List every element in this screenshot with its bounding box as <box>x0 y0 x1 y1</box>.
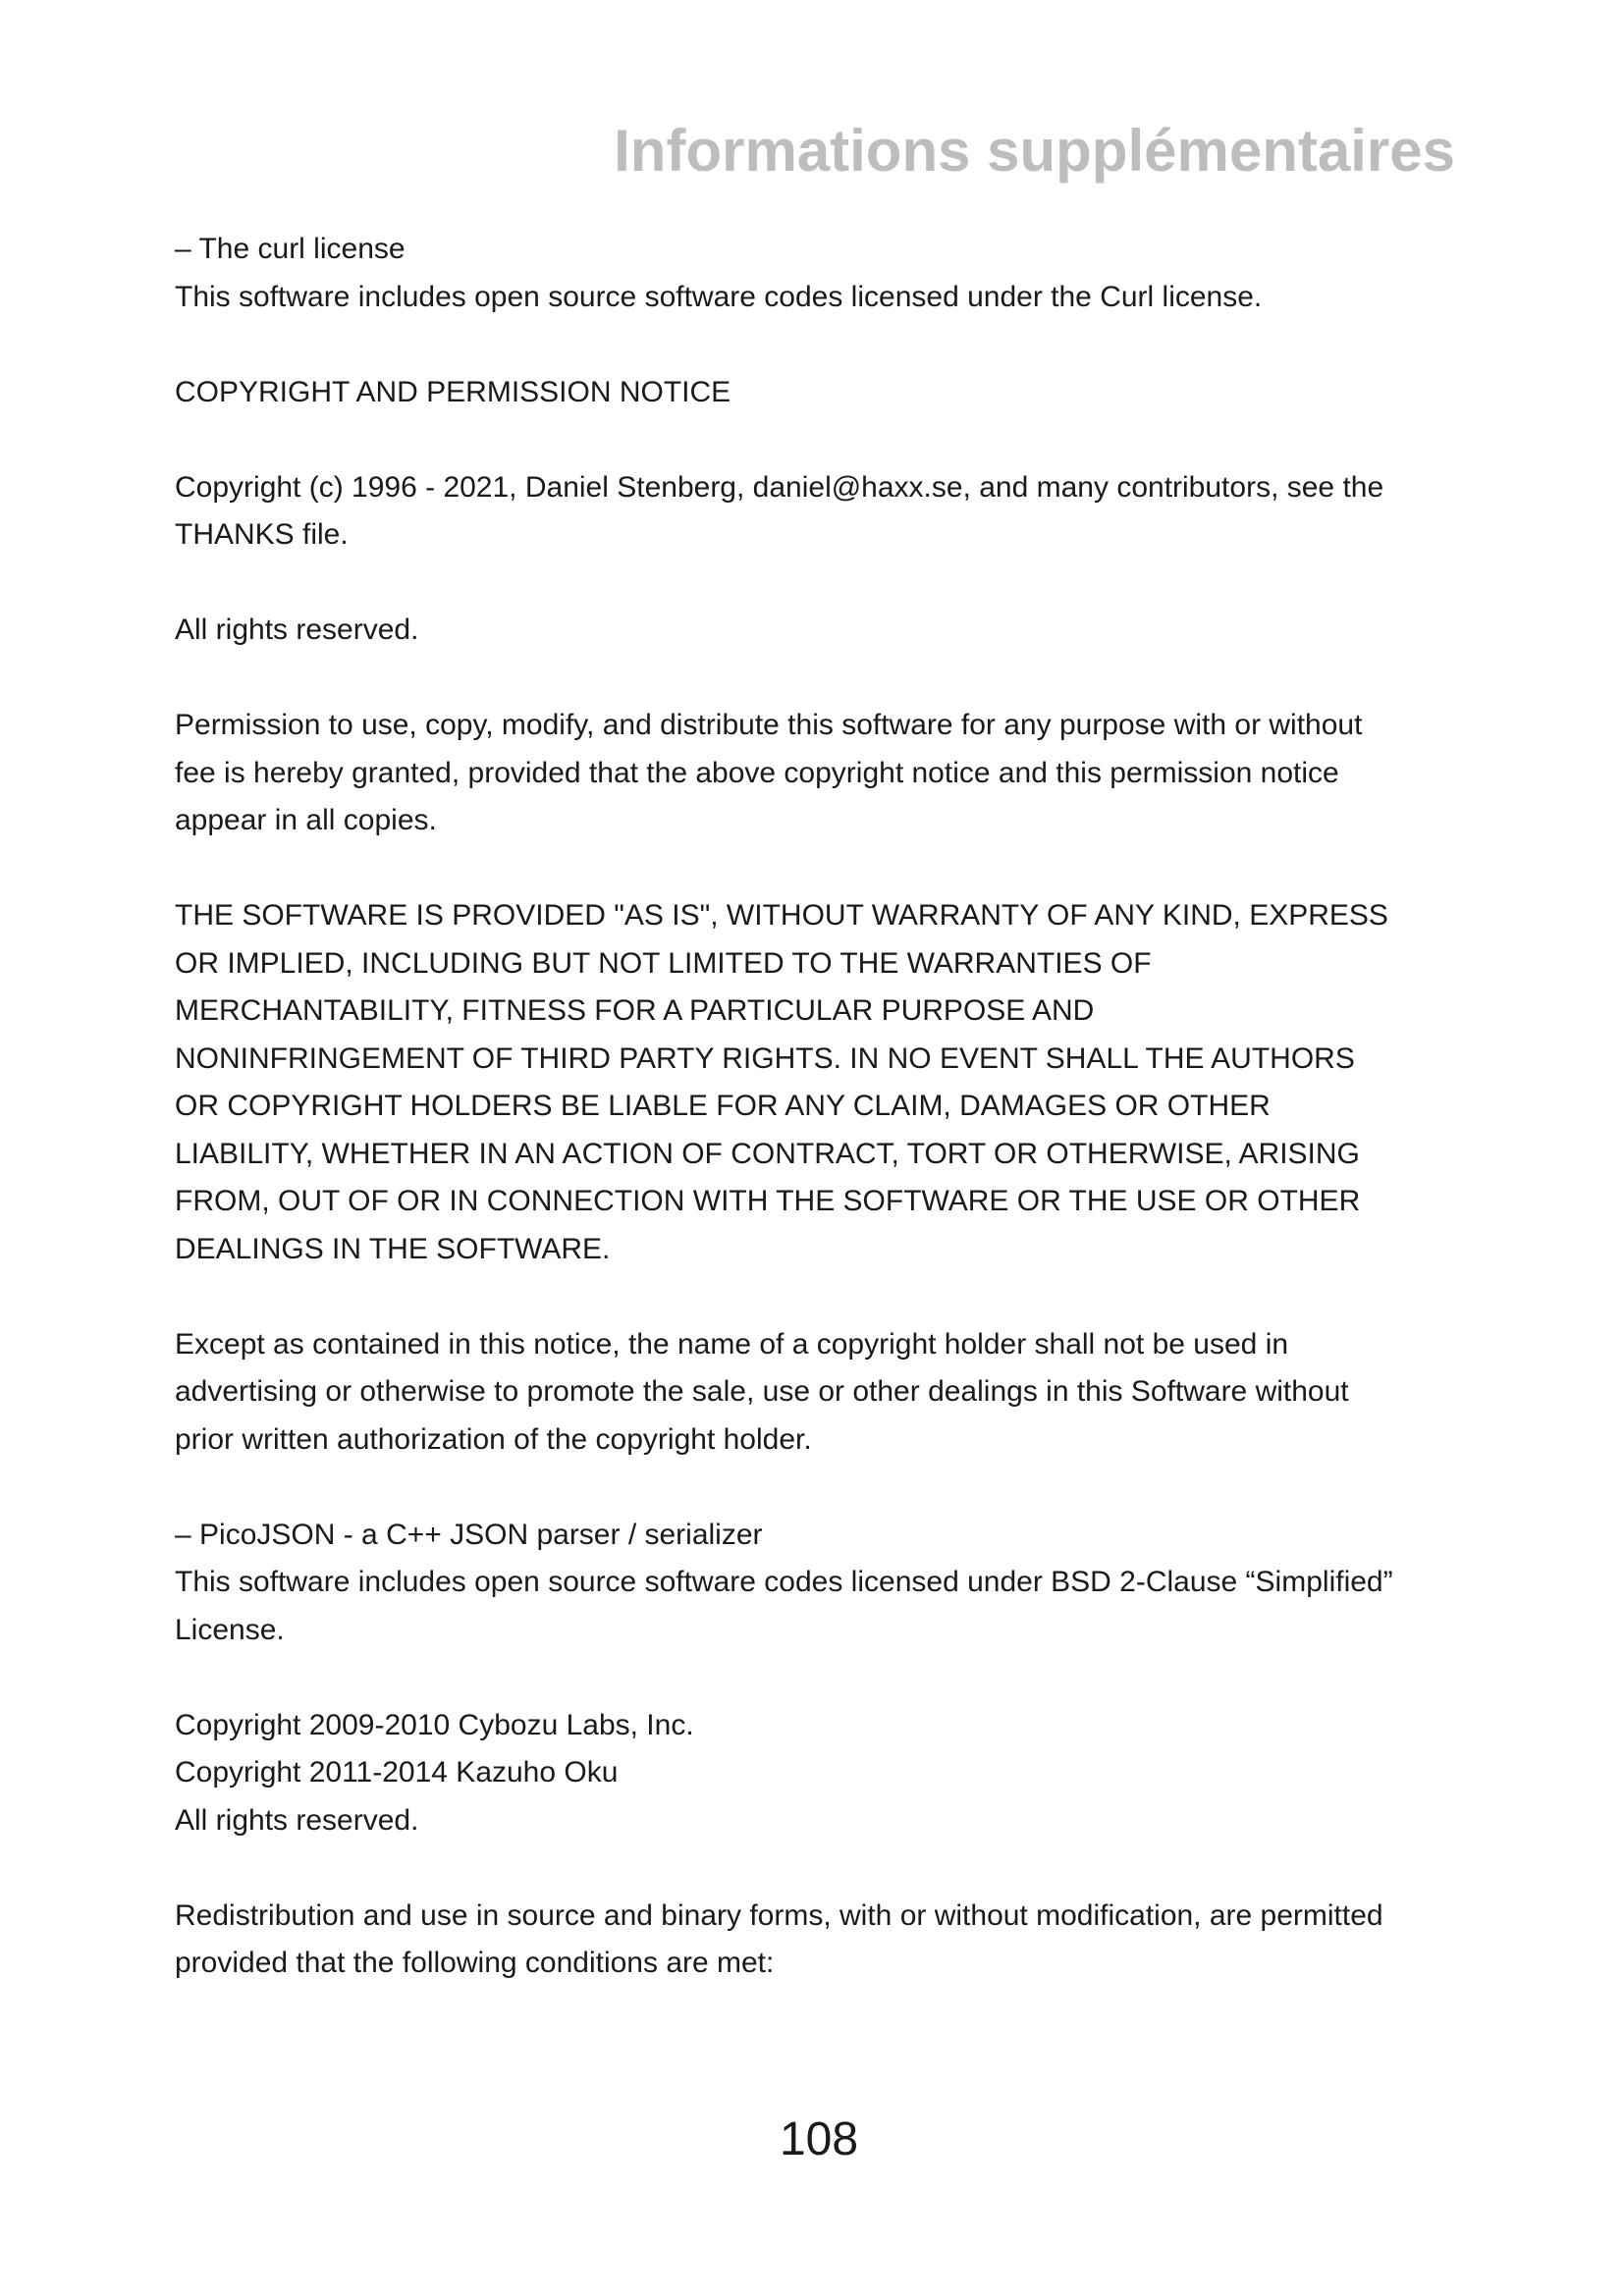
except-line: prior written authorization of the copyright holder. <box>175 1422 812 1456</box>
paragraph-gap <box>175 1844 1481 1893</box>
redistribution-line: provided that the following conditions are met: <box>175 1947 775 1979</box>
curl-rights-reserved: All rights reserved. <box>175 614 419 646</box>
picojson-license-heading: – PicoJSON - a C++ JSON parser / serializer <box>175 1518 763 1551</box>
paragraph-gap <box>175 321 1481 369</box>
picojson-license-intro: License. <box>175 1613 285 1646</box>
redistribution-line: Redistribution and use in source and binary forms, with or without modification, are permitted <box>175 1898 1383 1932</box>
warranty-line: THE SOFTWARE IS PROVIDED "AS IS", WITHOUT WARRANTY OF ANY KIND, EXPRESS <box>175 899 1388 932</box>
curl-license-heading: – The curl license <box>175 233 406 265</box>
except-line: Except as contained in this notice, the name of a copyright holder shall not be used in <box>175 1327 1289 1361</box>
paragraph-gap <box>175 845 1481 893</box>
except-line: advertising or otherwise to promote the sale, use or other dealings in this Software without <box>175 1375 1349 1408</box>
curl-license-intro: This software includes open source software codes licensed under the Curl license. <box>175 280 1263 313</box>
paragraph-gap <box>175 1654 1481 1702</box>
warranty-line: MERCHANTABILITY, FITNESS FOR A PARTICULAR PURPOSE AND <box>175 994 1095 1027</box>
permission-line: Permission to use, copy, modify, and distribute this software for any purpose with or without <box>175 709 1363 741</box>
warranty-line: OR COPYRIGHT HOLDERS BE LIABLE FOR ANY CLAIM, DAMAGES OR OTHER <box>175 1090 1271 1122</box>
curl-copyright-line: Copyright (c) 1996 - 2021, Daniel Stenberg, daniel@haxx.se, and many contributors, see the <box>175 470 1384 504</box>
warranty-line: NONINFRINGEMENT OF THIRD PARTY RIGHTS. IN NO EVENT SHALL THE AUTHORS <box>175 1041 1355 1075</box>
warranty-line: FROM, OUT OF OR IN CONNECTION WITH THE SOFTWARE OR THE USE OR OTHER <box>175 1185 1361 1217</box>
page-number: 108 <box>779 2113 859 2165</box>
picojson-copyright-line: Copyright 2009-2010 Cybozu Labs, Inc. <box>175 1708 694 1741</box>
paragraph-gap <box>175 416 1481 464</box>
warranty-line: DEALINGS IN THE SOFTWARE. <box>175 1232 611 1265</box>
document-body <box>175 226 1481 1988</box>
paragraph-gap <box>175 1464 1481 1512</box>
picojson-license-intro: This software includes open source software codes licensed under BSD 2-Clause “Simplified” <box>175 1566 1393 1598</box>
picojson-copyright-line: Copyright 2011-2014 Kazuho Oku <box>175 1756 619 1789</box>
paragraph-gap <box>175 1273 1481 1321</box>
warranty-line: OR IMPLIED, INCLUDING BUT NOT LIMITED TO THE WARRANTIES OF <box>175 946 1152 980</box>
paragraph-gap <box>175 655 1481 703</box>
paragraph-gap <box>175 560 1481 608</box>
notice-title: COPYRIGHT AND PERMISSION NOTICE <box>175 375 731 408</box>
warranty-line: LIABILITY, WHETHER IN AN ACTION OF CONTRACT, TORT OR OTHERWISE, ARISING <box>175 1137 1360 1170</box>
picojson-rights-reserved: All rights reserved. <box>175 1803 419 1837</box>
page-title: Informations supplémentaires <box>614 118 1455 184</box>
permission-line: appear in all copies. <box>175 804 437 836</box>
permission-line: fee is hereby granted, provided that the above copyright notice and this permission notice <box>175 756 1339 789</box>
curl-copyright-line: THANKS file. <box>175 518 349 551</box>
